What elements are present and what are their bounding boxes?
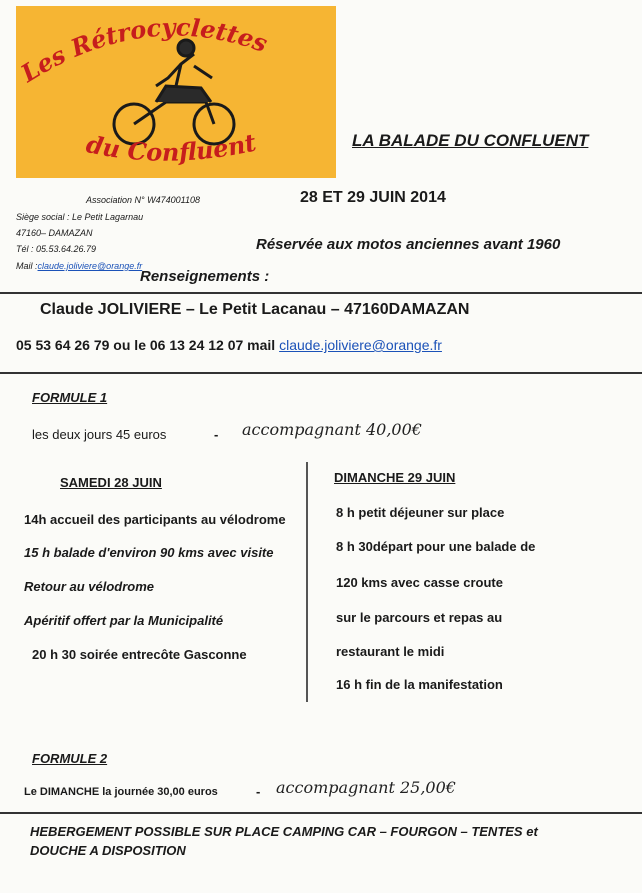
divider <box>0 292 642 294</box>
telephone: Tél : 05.53.64.26.79 <box>16 244 97 254</box>
siege-social: Siège social : Le Petit Lagarnau <box>16 212 144 222</box>
logo-bottom-text: du Confluent <box>83 127 259 167</box>
column-divider <box>306 462 308 702</box>
mail-line <box>16 261 142 271</box>
formule1-dash: - <box>214 427 219 442</box>
samedi-item: Retour au vélodrome <box>24 579 155 594</box>
city: 47160– DAMAZAN <box>16 228 93 238</box>
contact-phones <box>16 337 442 353</box>
formule2-companion-handwritten: accompagnant 25,00€ <box>276 778 456 797</box>
dimanche-item: restaurant le midi <box>336 644 445 659</box>
dimanche-item: 8 h 30départ pour une balade de <box>336 539 536 554</box>
contact-name-line: Claude JOLIVIERE – Le Petit Lacanau – 47160DAMAZAN <box>40 301 470 318</box>
divider <box>0 812 642 814</box>
samedi-item: Apéritif offert par la Municipalité <box>24 613 224 628</box>
dimanche-item: sur le parcours et repas au <box>336 610 503 625</box>
dimanche-item: 8 h petit déjeuner sur place <box>336 505 505 520</box>
mail-link[interactable]: claude.joliviere@orange.fr <box>37 261 143 271</box>
contact-email-link[interactable]: claude.joliviere@orange.fr <box>279 337 442 353</box>
club-logo <box>16 6 336 178</box>
formule2-title: FORMULE 2 <box>32 751 108 766</box>
formule1-price: les deux jours 45 euros <box>32 427 167 442</box>
phone-numbers: 05 53 64 26 79 ou le 06 13 24 12 07 mail <box>16 337 276 353</box>
samedi-title: SAMEDI 28 JUIN <box>60 475 162 490</box>
formule2-dash: - <box>256 784 261 799</box>
samedi-item: 14h accueil des participants au vélodrome <box>24 512 286 527</box>
mail-label: Mail : <box>16 261 38 271</box>
dimanche-title: DIMANCHE 29 JUIN <box>334 470 456 485</box>
page-title: LA BALADE DU CONFLUENT <box>352 131 589 150</box>
dimanche-item: 120 kms avec casse croute <box>336 575 503 590</box>
event-dates: 28 ET 29 JUIN 2014 <box>300 189 446 206</box>
dimanche-item: 16 h fin de la manifestation <box>336 677 503 692</box>
logo-top-text: Les Rétrocyclettes <box>16 12 272 88</box>
formule1-companion-handwritten: accompagnant 40,00€ <box>242 420 422 439</box>
formule1-title: FORMULE 1 <box>32 390 108 405</box>
footer-note: HEBERGEMENT POSSIBLE SUR PLACE CAMPING CAR – FOURGON – TENTES et DOUCHE A DISPOSITION <box>30 824 538 858</box>
logo-artwork <box>16 6 336 178</box>
renseignements-heading: Renseignements : <box>140 268 270 285</box>
formule2-price: Le DIMANCHE la journée 30,00 euros <box>24 786 218 798</box>
divider <box>0 372 642 374</box>
motorcycle-rider-icon <box>114 40 234 144</box>
samedi-item: 20 h 30 soirée entrecôte Gasconne <box>32 647 247 662</box>
reserved-note: Réservée aux motos anciennes avant 1960 <box>256 236 561 253</box>
samedi-item: 15 h balade d'environ 90 kms avec visite <box>24 545 274 560</box>
association-number: Association N° W474001108 <box>86 195 200 205</box>
